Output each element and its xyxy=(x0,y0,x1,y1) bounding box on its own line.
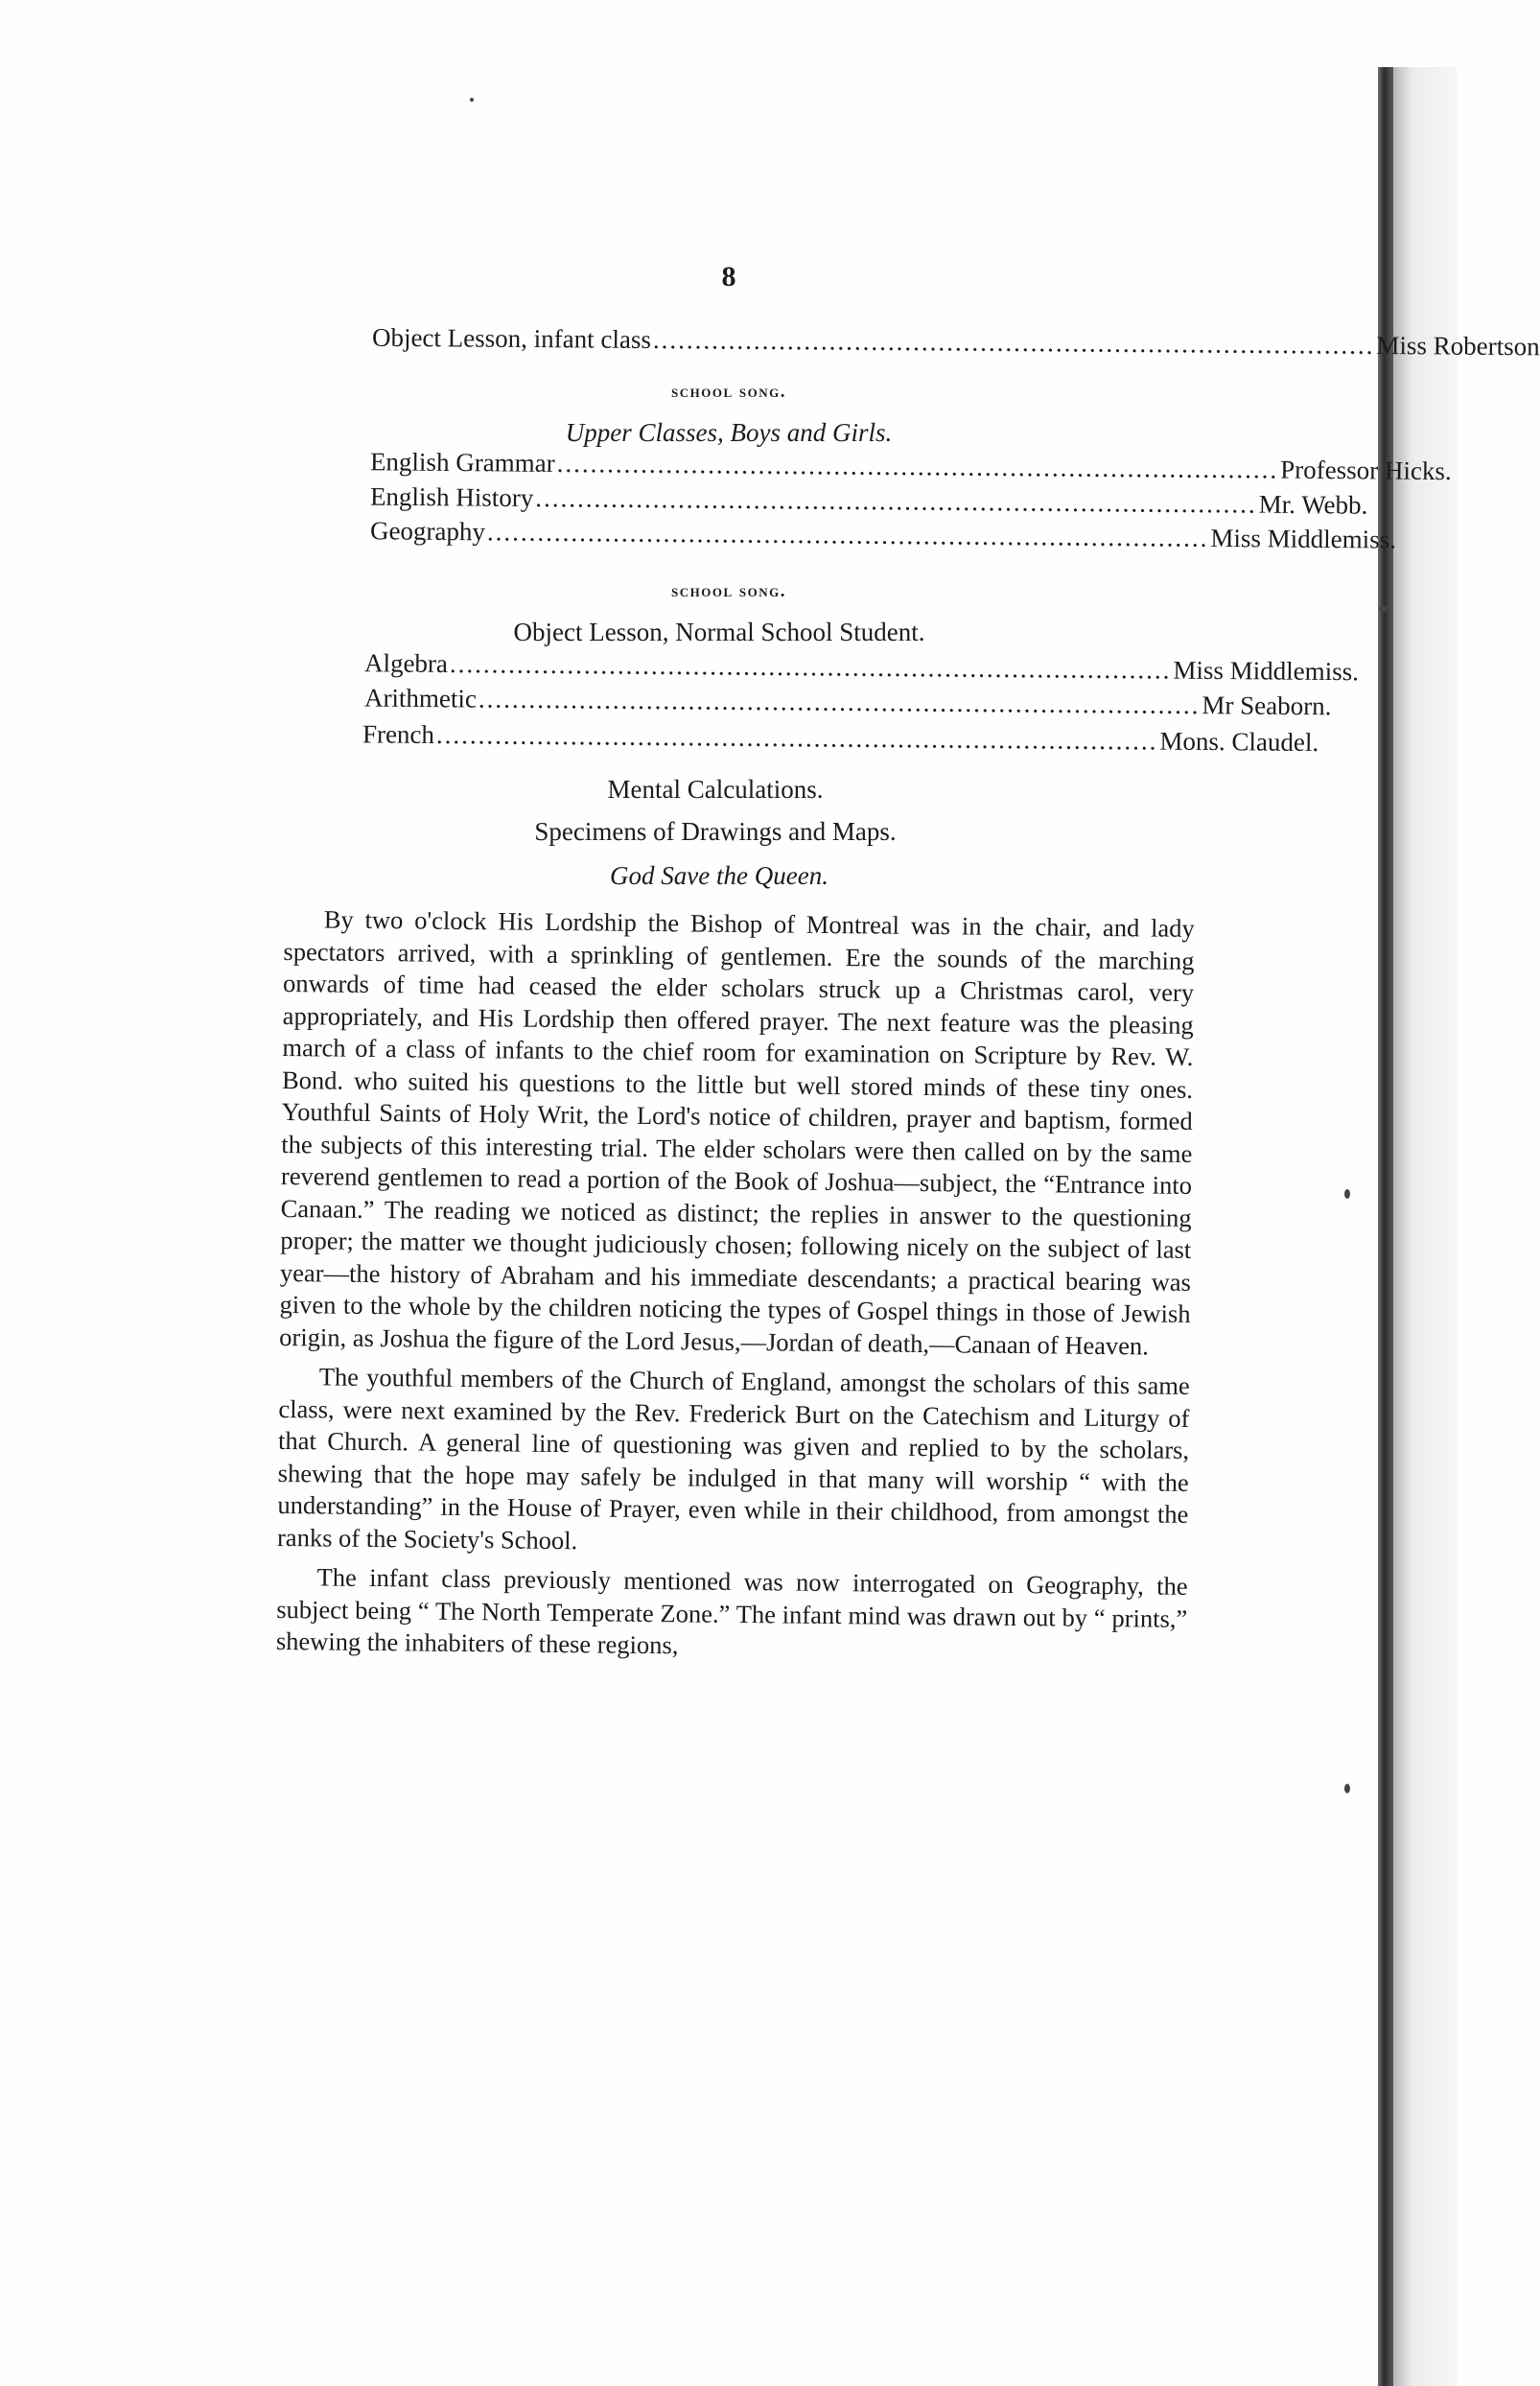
report-body xyxy=(276,903,1195,1674)
god-save-heading: God Save the Queen. xyxy=(610,861,828,890)
item-label: French xyxy=(362,719,435,749)
item-presenter: Miss Middlemiss. xyxy=(1210,523,1397,554)
paragraph-2: The youthful members of the Church of England, amongst the scholars of this same class, were next examined by the Rev. Frederick Burt on the Catechism and Liturgy of that Church. A general line of questioning was given and replied to by the scholars, shewing that the hope may safely be indulged in that many will worship “ with the understanding” in the House of Prayer, even while in their childhood, from amongst the ranks of the Society's School. xyxy=(276,1362,1190,1555)
dot-leader: ...................................................................................... xyxy=(486,517,1209,552)
item-label: English Grammar xyxy=(369,447,555,478)
paragraph-3: The infant class previously mentioned was now interrogated on Geography, the subject being “ The North Temperate Zone.” The infant mind was drawn out by “ prints,” shewing the inhabiters of these regions, xyxy=(275,1562,1188,1660)
item-presenter: Miss Middlemiss. xyxy=(1173,655,1360,687)
programme-item-algebra xyxy=(363,648,1360,687)
programme-item-arithmetic xyxy=(363,683,1332,721)
binding-edge xyxy=(1378,67,1393,2386)
programme-item-french xyxy=(362,719,1319,758)
item-presenter: Mr. Webb. xyxy=(1258,489,1368,520)
upper-classes-heading: Upper Classes, Boys and Girls. xyxy=(565,418,893,447)
page-number: 8 xyxy=(721,261,736,292)
school-song-heading: school song. xyxy=(671,382,786,402)
item-presenter: Miss Robertson xyxy=(1376,330,1540,362)
page-edge-shadow xyxy=(1393,67,1458,2386)
item-label: Algebra xyxy=(363,648,449,678)
dot-leader: ...................................................................................... xyxy=(652,325,1375,360)
item-label: Object Lesson, infant class xyxy=(371,322,652,355)
programme-item-geography xyxy=(369,516,1397,554)
item-presenter: Mr Seaborn. xyxy=(1202,690,1332,721)
dot-leader: ...................................................................................... xyxy=(556,448,1279,484)
item-presenter: Professor Hicks. xyxy=(1280,455,1452,486)
dot-leader: ...................................................................................... xyxy=(535,483,1257,519)
programme-item-english-history xyxy=(369,481,1368,520)
programme-item-object-lesson-infant xyxy=(371,322,1540,362)
programme-item-english-grammar xyxy=(369,447,1452,486)
dot-leader: ...................................................................................... xyxy=(435,720,1158,756)
paragraph-1: By two o'clock His Lordship the Bishop of Montreal was in the chair, and lady spectators arrived, with a sprinkling of gentlemen. Ere the sounds of the marching onwards of time had ceased the elder scholars struck up a Christmas carol, very appropriately, and His Lordship then offered prayer. The next feature was the pleasing march of a class of infants to the chief room for examination on Scripture by Rev. W. Bond. who suited his questions to the little but well stored minds of these tiny ones. Youthful Saints of Holy Writ, the Lord's notice of children, prayer and baptism, formed the subjects of this interesting trial. The elder scholars were then called on by the same reverend gentlemen to read a portion of the Book of Joshua—subject, the “Entrance into Canaan.” The reading we noticed as distinct; the replies in answer to the questioning proper; the matter we thought judiciously chosen; following nicely on the subject of last year—the history of Abraham and his immediate descendants; a practical bearing was given to the whole by the children noticing the types of Gospel things in those of Jewish origin, as Joshua the figure of the Lord Jesus,—Jordan of death,—Canaan of Heaven. xyxy=(279,904,1195,1360)
item-label: Arithmetic xyxy=(363,683,478,713)
dot-leader: ...................................................................................... xyxy=(478,684,1201,720)
specimens-heading: Specimens of Drawings and Maps. xyxy=(534,817,897,846)
item-presenter: Mons. Claudel. xyxy=(1159,726,1319,758)
mental-calculations-heading: Mental Calculations. xyxy=(607,775,824,804)
school-song-heading-2: school song. xyxy=(671,581,786,601)
dot-leader: ...................................................................................... xyxy=(449,648,1172,685)
object-lesson-normal-heading: Object Lesson, Normal School Student. xyxy=(513,618,925,646)
item-label: English History xyxy=(369,481,534,513)
item-label: Geography xyxy=(369,516,486,547)
